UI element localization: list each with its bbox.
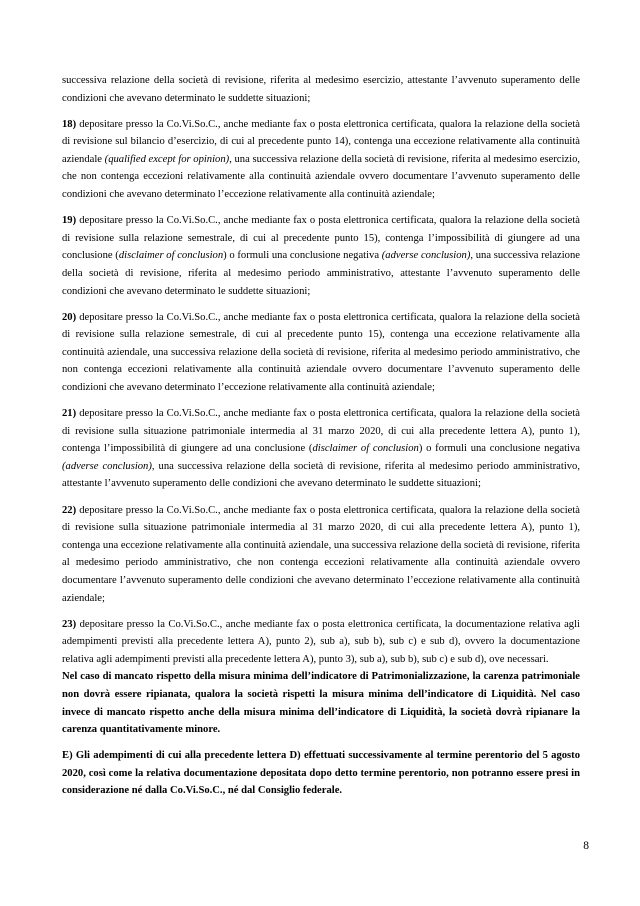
italic-term: (qualified except for opinion) [104,153,230,165]
document-body [62,72,580,809]
paragraph-text: , una successiva relazione della società di revisione, riferita al medesimo esercizio, che non contenga eccezioni relativamente alla continuità aziendale ovvero documentare l’avvenuto superamento delle condizioni che avevano determinato l’eccezione relativamente alla continuità aziendale; [62,153,581,201]
note-text: Nel caso di mancato rispetto della misura minima dell’indicatore di Patrimonializzazione, la carenza patrimoniale non dovrà essere ripianata, qualora la società rispetti la misura minima dell’indicatore di Liquidità. Nel caso invece di mancato rispetto anche della misura minima dell’indicatore di Liquidità, la società dovrà ripianare la carenza quantitativamente minore. [62,671,580,736]
paragraph-text: depositare presso la Co.Vi.So.C., anche mediante fax o posta elettronica certificata, qualora la relazione della società di revisione sulla situazione patrimoniale intermedia al 31 marzo 2020, di cui alla precedente lettera A), punto 1), contenga una eccezione relativamente alla continuità aziendale, una successiva relazione della società di revisione, riferita al medesimo periodo amministrativo, che non contenga eccezioni relativamente alla continuità aziendale ovvero documentare l’avvenuto superamento delle condizioni che avevano determinato l’eccezione relativamente alla continuità aziendale; [62,504,580,604]
paragraph-18 [62,116,580,204]
section-e-text: E) Gli adempimenti di cui alla precedente lettera D) effettuati successivamente al termine perentorio del 5 agosto 2020, così come la relativa documentazione depositata dopo detto termine perentorio, non potranno essere presi in considerazione né dalla Co.Vi.So.C., né dal Consiglio federale. [62,750,580,797]
paragraph-text: successiva relazione della società di revisione, riferita al medesimo esercizio, attestante l’avvenuto superamento delle condizioni che avevano determinato le suddette situazioni; [62,75,580,104]
paragraph-20 [62,309,580,397]
paragraph-text: depositare presso la Co.Vi.So.C., anche mediante fax o posta elettronica certificata, qualora la relazione della società di revisione sulla situazione patrimoniale intermedia al 31 marzo 2020, di cui alla precedente lettera A), punto 1), contenga l’impossibilità di giungere ad una conclusione ( [62,408,580,455]
paragraph-23 [62,616,580,669]
paragraph-text: depositare presso la Co.Vi.So.C., anche mediante fax o posta elettronica certificata, qualora la relazione della società di revisione sulla relazione semestrale, di cui al precedente punto 15), contenga l’impossibilità di giungere ad una conclusione ( [62,215,580,262]
paragraph-21 [62,405,580,493]
italic-term: (adverse conclusion) [62,460,152,472]
paragraph-text: ) o formuli una conclusione negativa [223,250,382,262]
item-number: 20) [62,311,77,323]
paragraph-22 [62,502,580,608]
paragraph-text: depositare presso la Co.Vi.So.C., anche mediante fax o posta elettronica certificata, qualora la relazione della società di revisione sul bilancio d’esercizio, di cui al precedente punto 14), contenga una eccezione relativamente alla continuità aziendale [62,118,580,165]
paragraph-17-continued [62,72,580,107]
page-number: 8 [583,840,589,852]
italic-term: disclaimer of conclusion [118,250,224,262]
italic-term: disclaimer of conclusion [312,443,419,455]
paragraph-text: depositare presso la Co.Vi.So.C., anche mediante fax o posta elettronica certificata, la documentazione relativa agli adempimenti previsti alla precedente lettera A), punto 2), sub a), sub b), sub c) e sub d), ovvero la documentazione relativa agli adempimenti previsti alla precedente lettera A), punto 3), sub a), sub b), sub c) e sub d), ove necessari. [62,618,580,665]
paragraph-text: depositare presso la Co.Vi.So.C., anche mediante fax o posta elettronica certificata, qualora la relazione della società di revisione sulla relazione semestrale, di cui al precedente punto 15), contenga una eccezione relativamente alla continuità aziendale, una successiva relazione della società di revisione, riferita al medesimo periodo amministrativo, che non contenga eccezioni relativamente alla continuità aziendale ovvero documentare l’avvenuto superamento delle condizioni che avevano determinato l’eccezione relativamente alla continuità aziendale; [62,311,580,393]
section-e [62,747,580,800]
paragraph-19 [62,212,580,300]
item-number: 22) [62,504,77,516]
paragraph-text: ) o formuli una conclusione negativa [418,443,580,455]
item-number: 23) [62,618,77,630]
item-number: 18) [62,118,77,130]
bold-note [62,668,580,738]
paragraph-text: , una successiva relazione della società di revisione, riferita al medesimo periodo amministrativo, attestante l’avvenuto superamento delle condizioni che avevano determinato le suddette situazioni; [62,250,580,297]
paragraph-text: , una successiva relazione della società di revisione, riferita al medesimo periodo amministrativo, attestante l’avvenuto superamento delle condizioni che avevano determinato le suddette situazioni; [62,460,581,490]
italic-term: (adverse conclusion) [381,250,471,262]
item-number: 21) [62,408,77,420]
item-number: 19) [62,215,77,227]
